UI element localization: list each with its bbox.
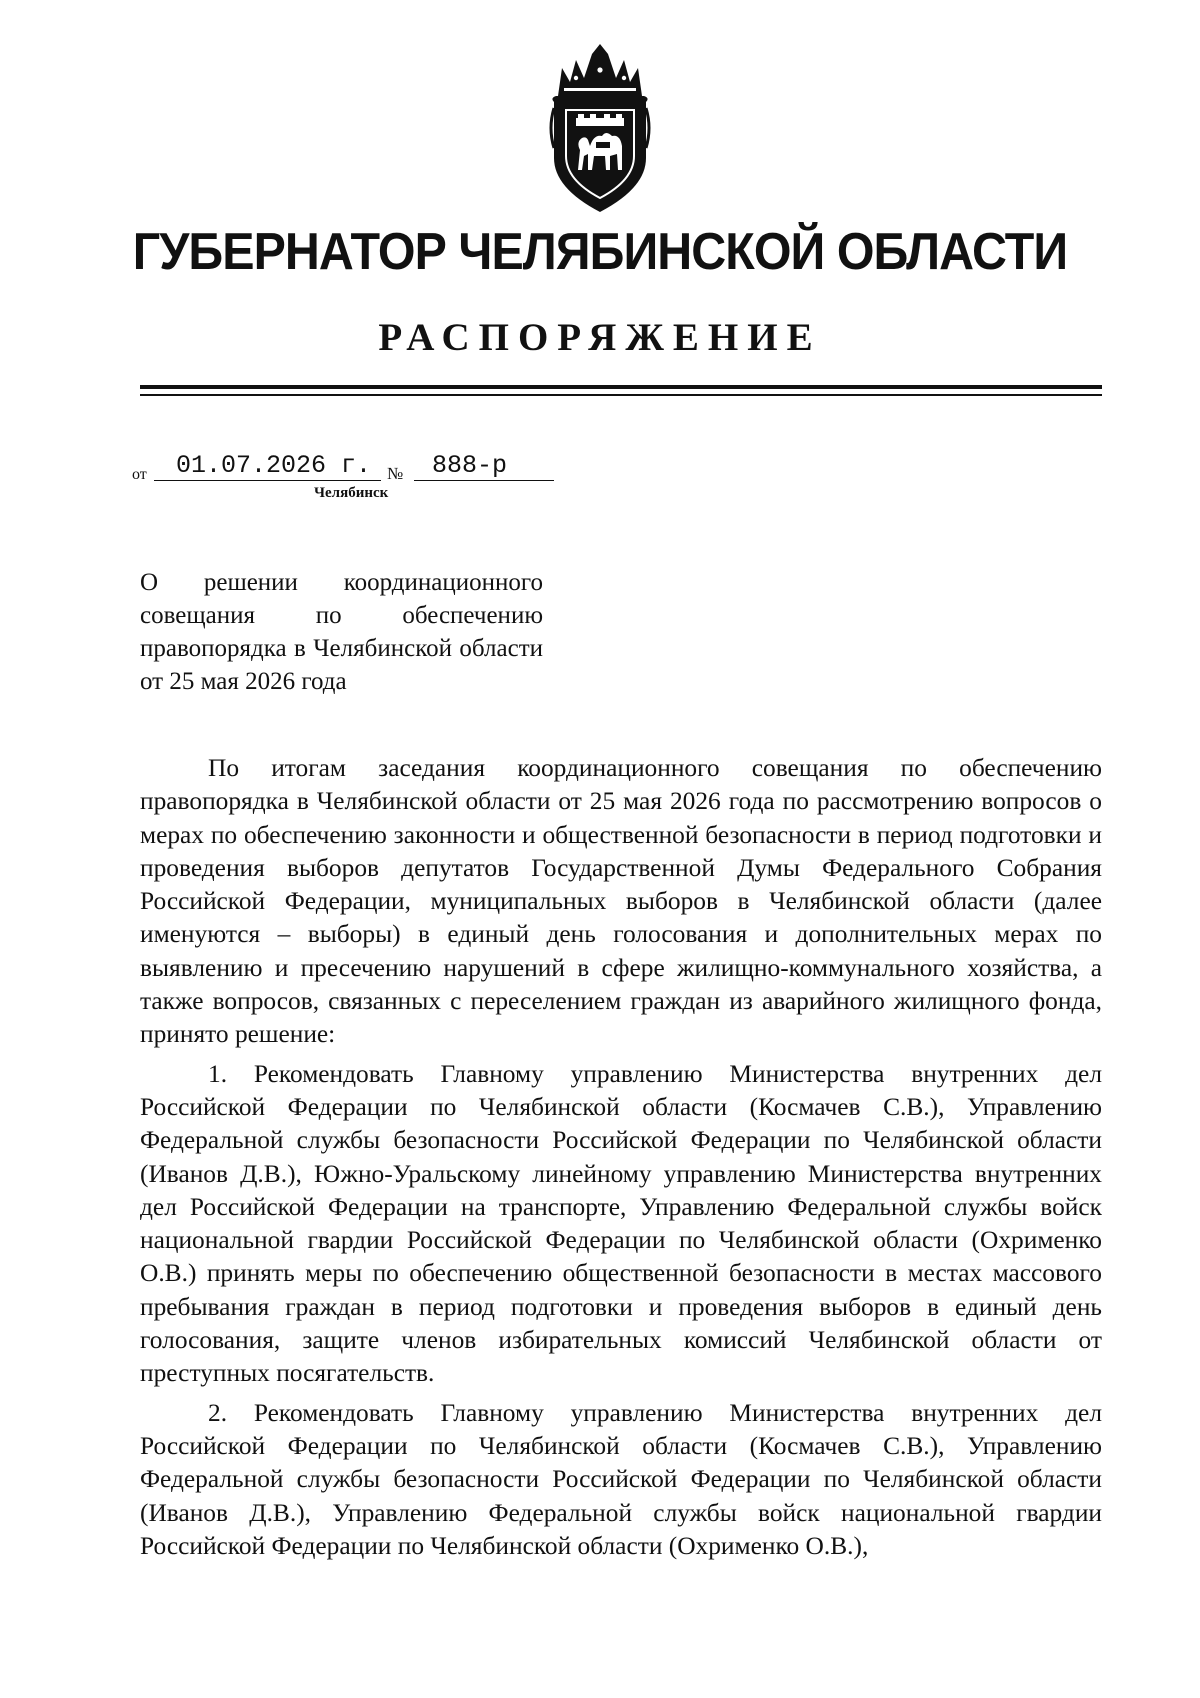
header-rule-thick	[140, 385, 1102, 389]
date-prefix-label: от	[132, 466, 147, 483]
document-body	[140, 752, 1102, 1563]
issue-city: Челябинск	[314, 485, 389, 501]
crown-camel-shield-icon	[548, 38, 652, 216]
date-underline	[154, 480, 381, 481]
issuing-authority-title: ГУБЕРНАТОР ЧЕЛЯБИНСКОЙ ОБЛАСТИ	[132, 223, 1068, 281]
number-sign-label: №	[387, 464, 404, 483]
body-paragraph-item-2: 2. Рекомендовать Главному управлению Министерства внутренних дел Российской Федерации по Челябинской области (Космачев С.В.), Управлению Федеральной службы безопасности Российской Федерации по Челябинской области (Иванов Д.В.), Управлению Федеральной службы войск национальной гвардии Российской Федерации по Челябинской области (Охрименко О.В.),	[140, 1398, 1102, 1560]
document-subject: О решении координационного совещания по обеспечению правопорядка в Челябинской области от 25 мая 2026 года	[140, 569, 543, 695]
document-number: 888-р	[432, 451, 508, 480]
document-requisites	[132, 442, 632, 502]
document-type-title: РАСПОРЯЖЕНИЕ	[378, 316, 822, 359]
body-paragraph-item-1: 1. Рекомендовать Главному управлению Министерства внутренних дел Российской Федерации по Челябинской области (Космачев С.В.), Управлению Федеральной службы безопасности Российской Федерации по Челябинской области (Иванов Д.В.), Южно-Уральскому линейному управлению Министерства внутренних дел Российской Федерации на транспорте, Управлению Федеральной службы войск национальной гвардии Российской Федерации по Челябинской области (Охрименко О.В.) принять меры по обеспечению общественной безопасности в местах массового пребывания граждан в период подготовки и проведения выборов в единый день голосования, защите членов избирательных комиссий Челябинской области от преступных посягательств.	[140, 1059, 1102, 1388]
header-rule-thin	[140, 394, 1102, 396]
number-underline	[414, 480, 554, 481]
coat-of-arms-emblem	[548, 38, 652, 216]
body-paragraph-intro: По итогам заседания координационного совещания по обеспечению правопорядка в Челябинской области от 25 мая 2026 года по рассмотрению вопросов о мерах по обеспечению законности и общественной безопасности в период подготовки и проведения выборов депутатов Государственной Думы Федерального Собрания Российской Федерации, муниципальных выборов в Челябинской области (далее именуются – выборы) в единый день голосования и дополнительных мерах по выявлению и пресечению нарушений в сфере жилищно-коммунального хозяйства, а также вопросов, связанных с переселением граждан из аварийного жилищного фонда, принято решение:	[140, 754, 1102, 1049]
document-date: 01.07.2026 г.	[176, 451, 372, 480]
